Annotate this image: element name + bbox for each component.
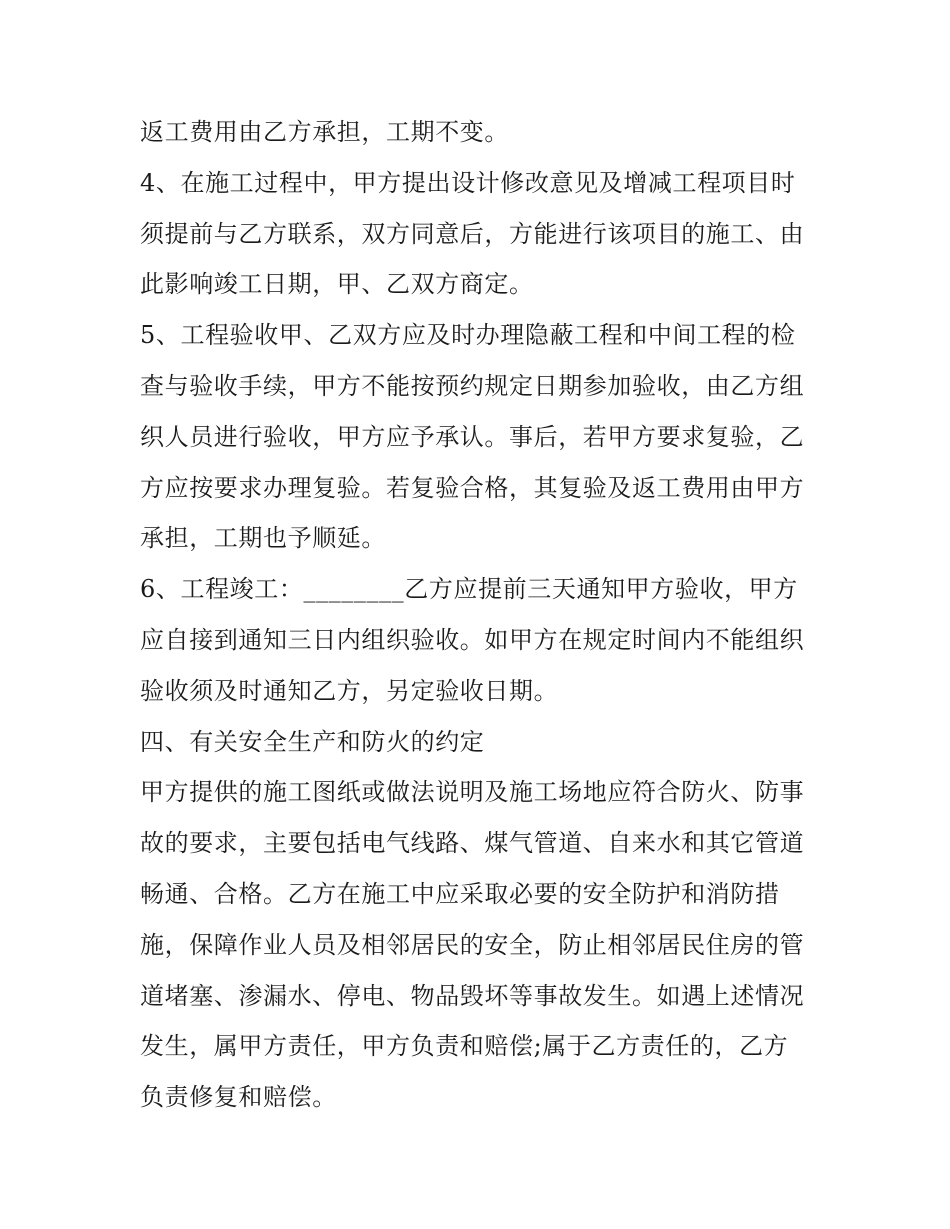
text-line: 验收须及时通知乙方，另定验收日期。: [140, 676, 559, 705]
text-line: 发生，属甲方责任，甲方负责和赔偿;属于乙方责任的，乙方: [140, 1032, 789, 1061]
text-line: 施，保障作业人员及相邻居民的安全，防止相邻居民住房的管: [140, 930, 805, 959]
text-line: 负责修复和赔偿。: [140, 1083, 337, 1112]
text-line: 5、工程验收甲、乙双方应及时办理隐蔽工程和中间工程的检: [140, 321, 796, 350]
section-heading: 四、有关安全生产和防火的约定: [140, 727, 485, 756]
text-line: 须提前与乙方联系，双方同意后，方能进行该项目的施工、由: [140, 219, 805, 248]
text-line: 方应按要求办理复验。若复验合格，其复验及返工费用由甲方: [140, 473, 805, 502]
text-line: 承担，工期也予顺延。: [140, 524, 386, 553]
text-line: 返工费用由乙方承担，工期不变。: [140, 118, 509, 146]
text-line: 织人员进行验收，甲方应予承认。事后，若甲方要求复验，乙: [140, 422, 805, 451]
text-line: 此影响竣工日期，甲、乙双方商定。: [140, 270, 534, 299]
text-line: 查与验收手续，甲方不能按预约规定日期参加验收，由乙方组: [140, 371, 805, 400]
text-line: 故的要求，主要包括电气线路、煤气管道、自来水和其它管道: [140, 829, 805, 858]
text-line: 6、工程竣工：________乙方应提前三天通知甲方验收，甲方: [140, 575, 798, 604]
text-line: 应自接到通知三日内组织验收。如甲方在规定时间内不能组织: [140, 625, 805, 654]
text-line: 4、在施工过程中，甲方提出设计修改意见及增减工程项目时: [140, 168, 796, 197]
text-line: 畅通、合格。乙方在施工中应采取必要的安全防护和消防措: [140, 879, 780, 908]
text-line: 甲方提供的施工图纸或做法说明及施工场地应符合防火、防事: [140, 778, 805, 807]
document-body: [140, 107, 820, 1123]
text-line: 道堵塞、渗漏水、停电、物品毁坏等事故发生。如遇上述情况: [140, 981, 805, 1010]
